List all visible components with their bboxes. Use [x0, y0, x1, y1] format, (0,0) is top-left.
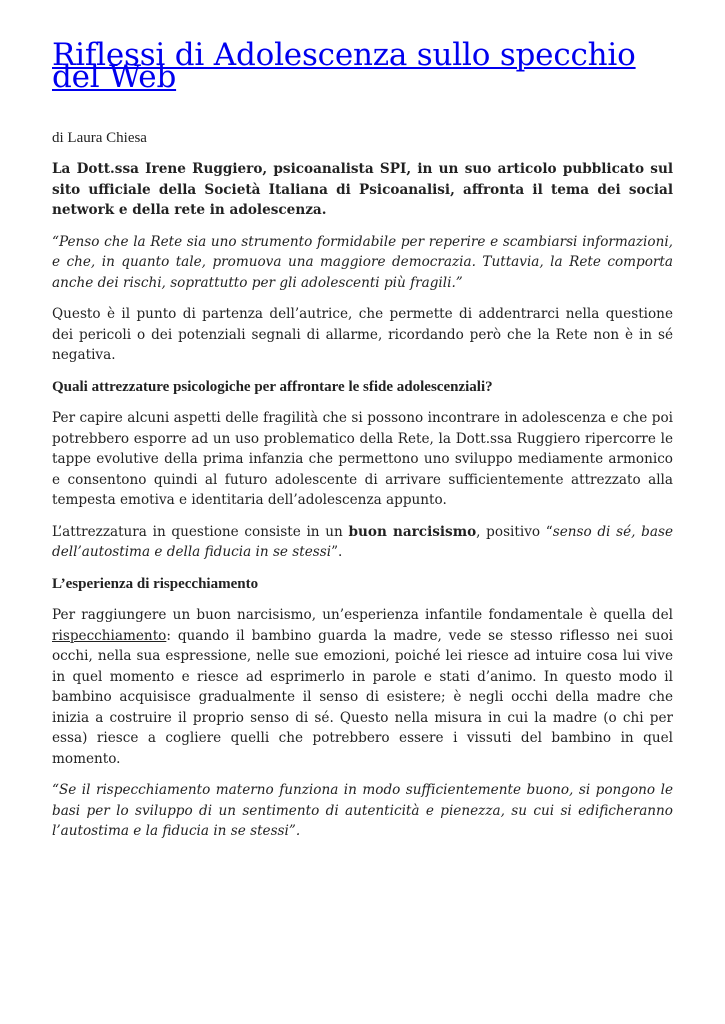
paragraph-3 — [52, 522, 673, 563]
italic-definition: senso di sé, base dell’autostima e della fiducia in se stessi — [52, 523, 673, 560]
quote-paragraph-1: “Penso che la Rete sia uno strumento formidabile per reperire e scambiarsi informazioni, e che, in quanto tale, promuova una maggiore democrazia. Tuttavia, la Rete comporta anche dei rischi, soprattutto per gli adolescenti più fragili.” — [52, 233, 673, 291]
paragraph-2: Per capire alcuni aspetti delle fragilità che si possono incontrare in adolescenza e che poi potrebbero esporre ad un uso problematico della Rete, la Dott.ssa Ruggiero ripercorre le tappe evolutive della prima infanzia che permettono uno sviluppo mediamente armonico e consentono quindi al futuro adolescente di arrivare sufficientemente attrezzato alla tempesta emotiva e identitaria dell’adolescenza appunto. — [52, 410, 673, 508]
section-heading-1: Quali attrezzature psicologiche per affrontare le sfide adolescenziali? — [52, 378, 493, 395]
byline: di Laura Chiesa — [52, 130, 147, 146]
paragraph-4-text-start: Per raggiungere un buon narcisismo, un’esperienza infantile fondamentale è quella del — [52, 607, 673, 623]
bold-term: buon narcisismo — [348, 523, 477, 540]
paragraph-3-text-middle: , positivo “ — [476, 523, 553, 540]
paragraph-3-text-end: ”. — [331, 544, 343, 560]
article-title — [52, 37, 673, 95]
quote-paragraph-2: “Se il rispecchiamento materno funziona in modo sufficientemente buono, si pongono le basi per lo sviluppo di un sentimento di autenticità e pienezza, su cui si edificheranno l’autostima e la fiducia in se stessi”. — [52, 782, 673, 839]
section-heading-2: L’esperienza di rispecchiamento — [52, 575, 259, 592]
paragraph-1: Questo è il punto di partenza dell’autrice, che permette di addentrarci nella questione dei pericoli o dei potenziali segnali di allarme, ricordando però che la Rete non è in sé negativa. — [52, 306, 673, 363]
paragraph-3-text-start: L’attrezzatura in questione consiste in un — [52, 523, 349, 540]
article — [52, 37, 673, 842]
paragraph-4-text-end: : quando il bambino guarda la madre, vede se stesso riflesso nei suoi occhi, nella sua espressione, nelle sue emozioni, poiché lei riesce ad intuire cosa lui vive in quel momento e riesce ad esprimerlo in parole e stati d’animo. In questo modo il bambino acquisisce gradualmente il senso di esistere; è negli occhi della madre che inizia a costruire il proprio senso di sé. Questo nella misura in cui la madre (o chi per essa) riesce a cogliere quelli che potrebbero essere i vissuti del bambino in quel momento. — [52, 627, 673, 767]
paragraph-4 — [52, 605, 673, 769]
article-title-link[interactable]: Riflessi di Adolescenza sullo specchio del Web — [52, 37, 636, 95]
lead-paragraph: La Dott.ssa Irene Ruggiero, psicoanalista SPI, in un suo articolo pubblicato sul sito ufficiale della Società Italiana di Psicoanalisi, affronta il tema dei social network e della rete in adolescenza. — [52, 161, 673, 218]
underlined-term: rispecchiamento — [52, 627, 167, 644]
